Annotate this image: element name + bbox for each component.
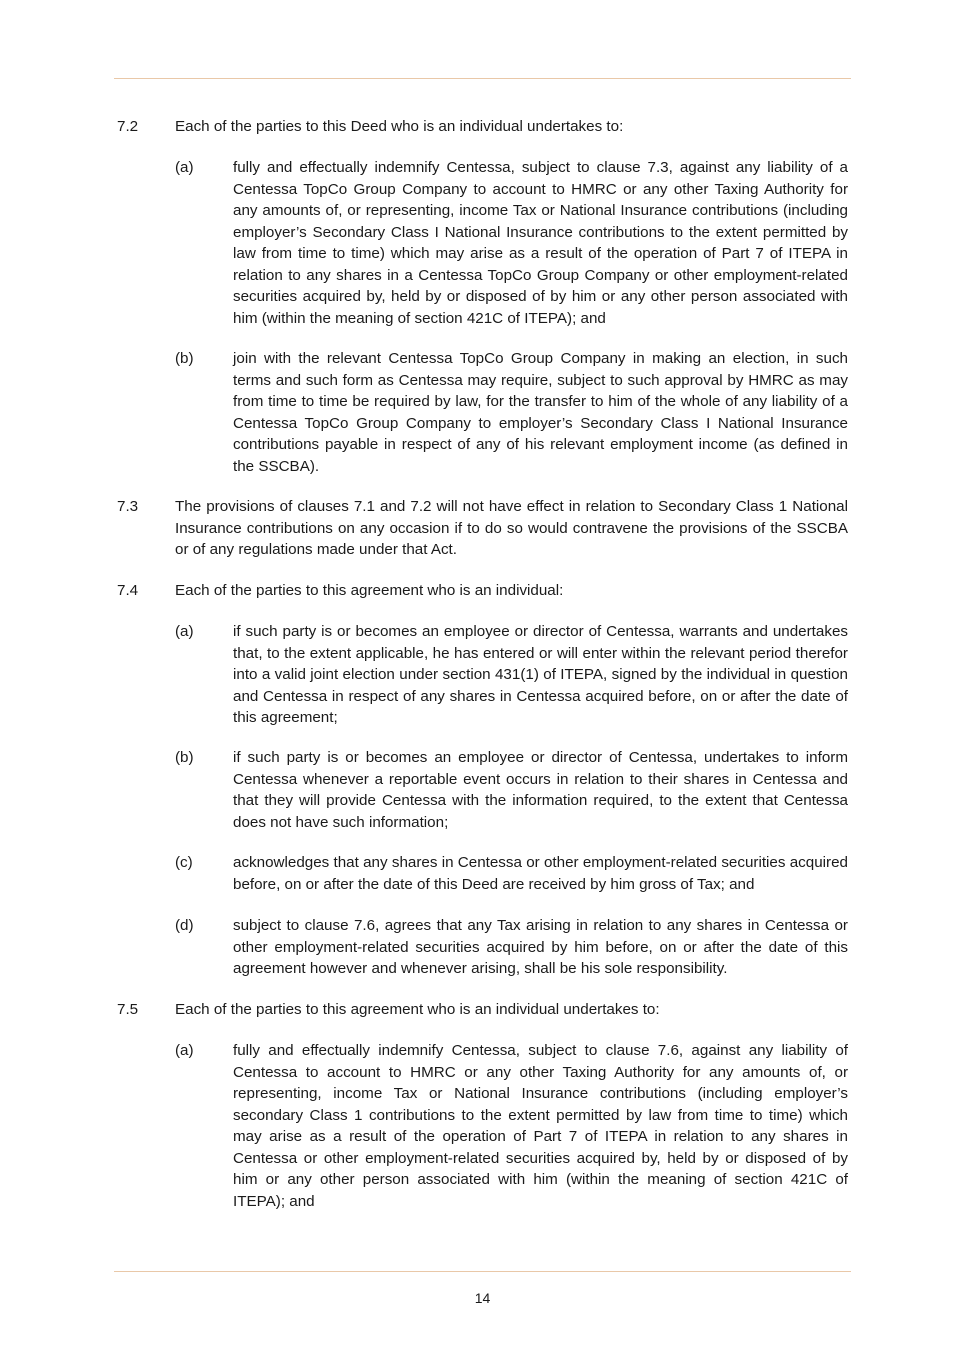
sub-clause-letter: (d) <box>175 917 194 934</box>
sub-clause-letter: (b) <box>175 350 194 367</box>
sub-clause-letter: (a) <box>175 159 194 176</box>
clause-text: The provisions of clauses 7.1 and 7.2 will not have effect in relation to Secondary Class 1 National Insurance contributions on any occasion if to do so would contravene the provisions of the SSCBA or of any regulations made under that Act. <box>175 498 848 558</box>
clause-7-2-b <box>175 348 848 477</box>
clause-7-4-d <box>175 915 848 980</box>
sub-clause-text: fully and effectually indemnify Centessa, subject to clause 7.6, against any liability of Centessa to account to HMRC or any other Taxing Authority for any amounts of, or representing, income Tax or National Insurance contributions (including employer’s secondary Class 1 contributions to the extent permitted by law from time to time) which may arise as a result of the operation of Part 7 of ITEPA in relation to any shares in Centessa or other employment-related securities acquired by, held by or disposed of by him or any other person associated with him (within the meaning of section 421C of ITEPA); and <box>233 1042 848 1210</box>
sub-clause-text: fully and effectually indemnify Centessa, subject to clause 7.3, against any liability of a Centessa TopCo Group Company to account to HMRC or any other Taxing Authority for any amounts of, or representing, income Tax or National Insurance contributions (including employer’s Secondary Class I National Insurance contributions to the extent permitted by law from time to time) which may arise as a result of the operation of Part 7 of ITEPA in relation to any shares in a Centessa TopCo Group Company or other employment-related securities acquired by, held by or disposed of by him or any other person associated with him (within the meaning of section 421C of ITEPA); and <box>233 159 848 327</box>
sub-clause-letter: (a) <box>175 623 194 640</box>
header-rule <box>114 78 851 79</box>
clause-7-3 <box>117 496 848 561</box>
clause-7-5 <box>117 999 848 1021</box>
sub-clause-letter: (a) <box>175 1042 194 1059</box>
clause-number: 7.3 <box>117 498 139 515</box>
clause-7-4 <box>117 580 848 602</box>
sub-clause-text: if such party is or becomes an employee or director of Centessa, undertakes to inform Centessa whenever a reportable event occurs in relation to their shares in Centessa and that they will provide Centessa with the information required, to the extent that Centessa does not have such information; <box>233 749 848 831</box>
clause-7-2-a <box>175 157 848 329</box>
clause-7-5-a <box>175 1040 848 1212</box>
sub-clause-text: subject to clause 7.6, agrees that any Tax arising in relation to any shares in Centessa or other employment-related securities acquired by him before, on or after the date of this agreement however and whenever arising, shall be his sole responsibility. <box>233 917 848 977</box>
clause-text: Each of the parties to this agreement who is an individual: <box>175 582 564 599</box>
clause-number: 7.5 <box>117 1001 139 1018</box>
clause-text: Each of the parties to this agreement who is an individual undertakes to: <box>175 1001 660 1018</box>
sub-clause-letter: (c) <box>175 854 193 871</box>
clause-7-4-b <box>175 747 848 833</box>
clause-number: 7.2 <box>117 118 139 135</box>
clause-7-4-a <box>175 621 848 729</box>
clause-7-2 <box>117 116 848 138</box>
sub-clause-text: if such party is or becomes an employee or director of Centessa, warrants and undertakes that, to the extent applicable, he has entered or will enter within the relevant period therefor into a valid joint election under section 431(1) of ITEPA, signed by the individual in question and Centessa in respect of any shares in Centessa acquired before, on or after the date of this agreement; <box>233 623 848 726</box>
sub-clause-text: join with the relevant Centessa TopCo Group Company in making an election, in such terms and such form as Centessa may require, subject to such approval by HMRC as may from time to time be required by law, for the transfer to him of the whole of any liability of a Centessa TopCo Group Company to employer’s Secondary Class I National Insurance contributions payable in respect of any of his relevant employment income (as defined in the SSCBA). <box>233 350 848 475</box>
clause-7-4-c <box>175 852 848 895</box>
clause-number: 7.4 <box>117 582 139 599</box>
sub-clause-text: acknowledges that any shares in Centessa or other employment-related securities acquired before, on or after the date of this Deed are received by him gross of Tax; and <box>233 854 848 893</box>
sub-clause-letter: (b) <box>175 749 194 766</box>
footer-rule <box>114 1271 851 1272</box>
page-number: 14 <box>474 1290 491 1306</box>
clause-text: Each of the parties to this Deed who is an individual undertakes to: <box>175 118 624 135</box>
